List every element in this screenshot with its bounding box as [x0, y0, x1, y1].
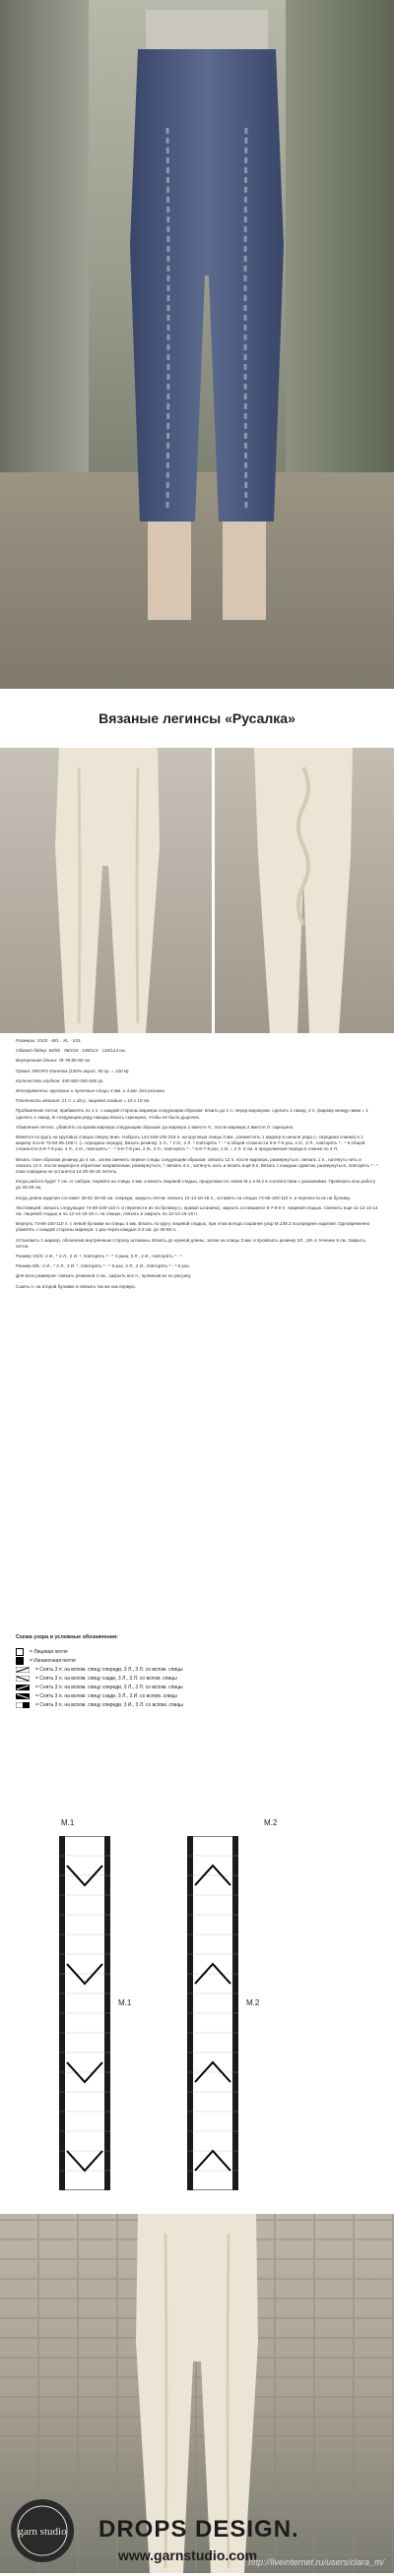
- paragraph: Когда работа будет 7 см. от набора, перейти на спицы 4 мм. и вязать лицевой гладью, продолжая по схеме M.1 и M.2 в соответствии с указаниями. Провязать всю работу до 25-28 см.: [16, 1179, 376, 1191]
- paragraph: Листовицей, связать следующие 74-86-100-110 п. и перенести их на булавку (= правая штанина), закрыть оставшиеся 6-7-8-8 п. лицевой гладью. Сменить еще 11-12-13-14 см. лицевой гладью и по 12-14-16-16 п. на спицах, связать и закрыть по 12-14-16-16 п.: [16, 1204, 378, 1217]
- cable-front-icon: [16, 1667, 30, 1673]
- paragraph: Для всех размеров: связать резинкой 4 см., закрыть все п., провязав их по рисунку.: [16, 1273, 192, 1279]
- photo-cream-side: [215, 748, 394, 1033]
- denim-leggings-figure: [108, 10, 305, 620]
- sizes-line: Количество клубков: 450-500-550-600 гр.: [16, 1077, 104, 1083]
- sizes-line: Обхват бёдер: 84/92 - 96/104 - 108/114 - 118/124 см.: [16, 1048, 126, 1054]
- paragraph: Вяжется по кругу на круговых спицах сверху вниз. Набрать 144-168-192-216 п. на круговые спицы 3 мм., разместить 1 маркер в начале ряда (= середина спинки) и 1 маркер после 72-84-96-108 п. (= середина переда). Вязать резинку: 2 Л., * 2 И., 2 Л. * повторять * - * в общей сложности 5-6-7-8 раз, 2 И., 2 Л., повторять * - * в общей сложности 5-6-7-8 раз, 4 Л., 2 И., повторять * - * 5-6-7-8 раз, 2 И., 2 Л., повторять * - * 5-6-7-8 раз, 2 И. = 2 Л. 5 см. в продолжения перёда в спинке по 4 П.: [16, 1135, 365, 1152]
- legend-row: [16, 1691, 378, 1700]
- paragraph: Размер XS/S: 2 И., * 2 Л., 2 И. *, повторять * - * 4 раза, 3 Л., 2 И., повторять * - *: [16, 1254, 182, 1259]
- title-bar: [0, 689, 394, 748]
- legend-row: [16, 1665, 378, 1674]
- brand-name: DROPS DESIGN.: [98, 2516, 299, 2543]
- paragraph: Когда длина изделия составит 35-51-36-56 см. спереди, закрыть петли: связать 12-14-16-16 п., оставить на спицах 74-86-100-110 п. и перенести их на булавку.: [16, 1195, 352, 1200]
- photo-cream-leggings-wall: [0, 2214, 394, 2573]
- sizes-line: Инструменты: круговые и чулочные спицы 4 мм. и 3 мм. для резинки: [16, 1088, 165, 1094]
- chart-m2-side-label: M.2: [246, 1998, 260, 2007]
- chart-m1: [59, 1836, 110, 2190]
- chart-m1-label: M.1: [61, 1818, 75, 1827]
- photo-cream-front: [0, 748, 212, 1033]
- sizes-line: Пряжа: DROPS Фантом (100% акрил, 50 гр. = 100 м): [16, 1068, 129, 1073]
- legend-heading: Схема узора и условные обозначения:: [16, 1634, 118, 1640]
- legend-row: [16, 1683, 378, 1691]
- paragraph: Убавление петель: убавлять по краям маркера следующим образом: до маркера 2 вместе Л., после маркера 2 вместе Л. скрещено.: [16, 1124, 295, 1130]
- paragraph: Вернуть 74-86-100-110 п. с левой булавки на спицы 4 мм. Вязать по кругу лицевой гладью, при этом всегда сохраняя узор M.1/M.2 посередине изделия. Одновременно убавлять с каждой стороны маркера: 1 раз через каждые 2-3 см. до 40-50 п.: [16, 1221, 370, 1233]
- chart-m2: [187, 1836, 238, 2190]
- cable-back-icon: [16, 1676, 30, 1682]
- svg-text:garn studio: garn studio: [18, 2526, 67, 2538]
- paragraph: Установить 1 маркер, обозначив внутреннюю сторону штанины. Вязать до нужной длины, затем на спицы 3 мм. и провязать резинку 2Л., 2И. в течение 5 см. Закрыть петли.: [16, 1237, 365, 1249]
- legend-label: = Изнаночная петля: [30, 1657, 76, 1664]
- legend-row: [16, 1700, 378, 1709]
- paragraph: Размер M/L: 2 И., * 2 Л., 2 И. *, повторять * - * 5 раз, 3 Л., 2 И., повторять * - * 5 раз.: [16, 1263, 190, 1269]
- photo-cream-leggings: [0, 748, 394, 1033]
- paragraph: Вязать тоже образом резинку до 4 см., затем сменить первое следы следующим образом: связать 12 п. после маркера, развернуться, связать 1 п., натянуть нить и связать 12 п. после маркера в обратном направлении, развернуться, * связать 6 п., затянуть нить и вязать ещё 6 п. Вязать с каждым сдвигом, развернуться, повторять * - * пока середина не останется 14-20-26-32 петель.: [16, 1156, 378, 1175]
- brand-url[interactable]: www.garnstudio.com: [118, 2547, 258, 2563]
- legend-row: [16, 1674, 378, 1683]
- legend-label: = Снять 3 п. на вспом. спицу спереди, 3 И., 3 Л. со вспом. спицы: [35, 1701, 183, 1708]
- page-title: Вязаные легинсы «Русалка»: [98, 710, 296, 726]
- sizes-line: Плотность вязания: 21 п. x 28 р. лицевой гладью = 10 x 10 см.: [16, 1098, 151, 1104]
- sizes-line: Размеры: XS/S - M/L - XL - XXL: [16, 1038, 82, 1043]
- cable-front-icon: [16, 1685, 30, 1690]
- pattern-instructions: [0, 1038, 394, 1628]
- legend-label: = Снять 3 п. на вспом. спицу спереди, 3 Л., 3 Л. со вспом. спицы: [35, 1666, 183, 1673]
- legend-label: = Снять 3 п. на вспом. спицу спереди, 3 Л., 3 Л. со вспом. спицы: [35, 1684, 183, 1690]
- chart-m2-label: M.2: [264, 1818, 278, 1827]
- legend-label: = Снять 3 п. на вспом. спицу сзади, 3 Л., 3 И. со вспом. спицы: [35, 1692, 178, 1699]
- legend-label: = Лицевая петля: [30, 1648, 68, 1655]
- knit-stitch-icon: [16, 1648, 24, 1656]
- garn-studio-logo: [8, 2496, 77, 2565]
- purl-stitch-icon: [16, 1657, 24, 1665]
- legend-label: = Снять 3 п. на вспом. спицу сзади, 3 Л., 3 Л. со вспом. спицы: [35, 1675, 177, 1682]
- paragraph: Сшить п. на второй булавке и связать так же как первую.: [16, 1283, 136, 1289]
- photo-denim-leggings: [0, 0, 394, 689]
- legend-row: [16, 1656, 378, 1665]
- sizes-line: Внутренняя длина: 78-78-80-80 см: [16, 1058, 91, 1064]
- stone-wall: [0, 0, 89, 472]
- paragraph: Пробавление петли: прибавлять по 1 п. с каждой стороны маркера следующим образом: вязать до 1 п. перед маркером, сделать 1 накид, 2 п. (маркер между ними = 1 сделать 1 накид. В следующем ряду накиды вязать скрещено, чтобы не было дырочек.: [16, 1108, 368, 1120]
- watermark: http://liveinternet.ru/users/clara_m/: [247, 2557, 384, 2567]
- knitting-charts: [0, 1816, 394, 2210]
- cable-back-purl-icon: [16, 1693, 30, 1699]
- cable-front-purl-icon: [16, 1702, 30, 1708]
- chart-m1-side-label: M.1: [118, 1998, 132, 2007]
- chart-legend: [0, 1633, 394, 1815]
- legend-row: [16, 1647, 378, 1656]
